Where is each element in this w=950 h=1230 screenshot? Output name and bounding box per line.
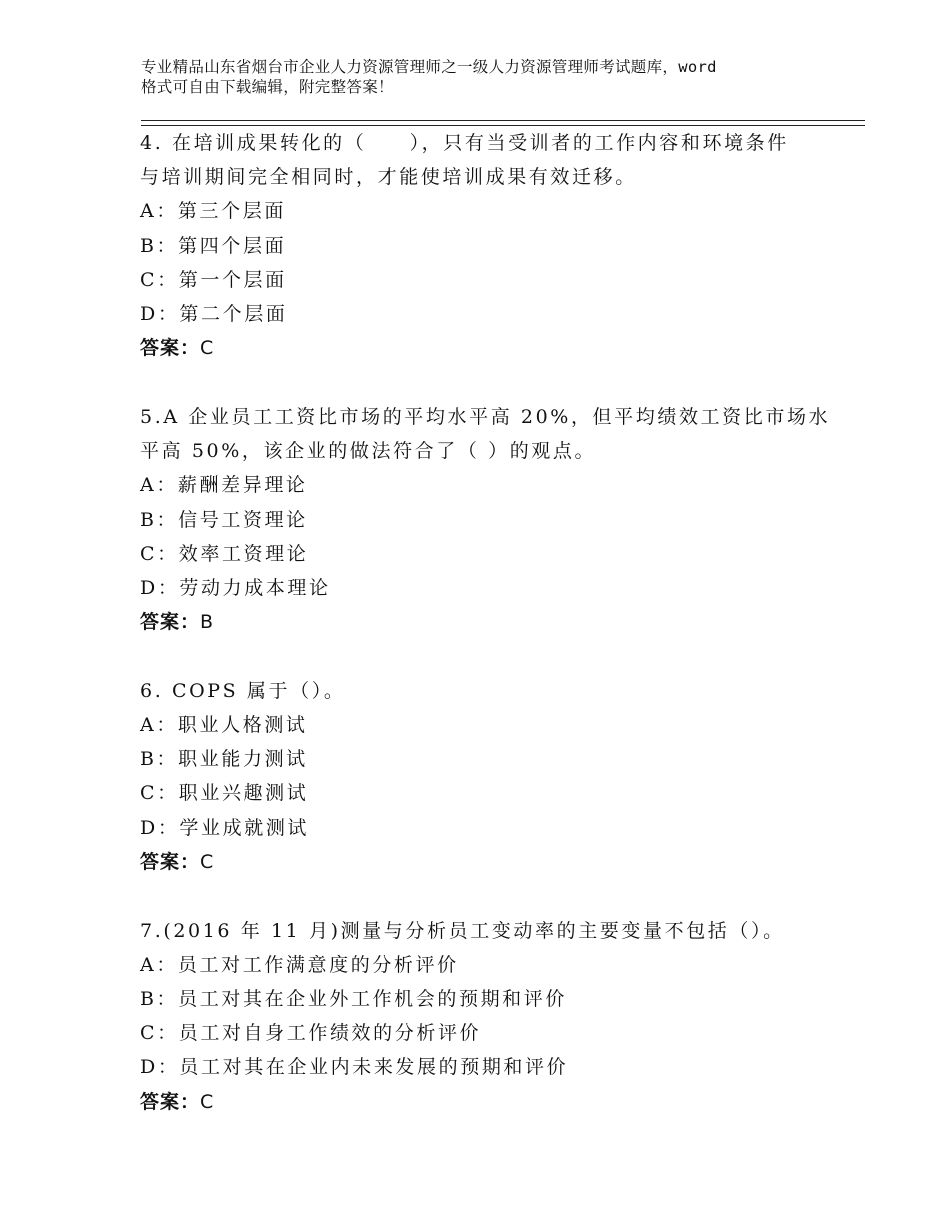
- option-b: B：职业能力测试: [140, 748, 308, 771]
- question-stem-line: 与培训期间完全相同时，才能使培训成果有效迁移。: [140, 166, 637, 189]
- option-a: A：第三个层面: [140, 200, 286, 223]
- answer-value: C: [200, 1090, 215, 1113]
- answer-value: C: [200, 337, 215, 360]
- question-4: [140, 126, 840, 365]
- answer-line: [140, 1085, 840, 1119]
- spacer: [140, 879, 840, 914]
- answer-line: [140, 331, 840, 365]
- question-7: [140, 914, 840, 1119]
- spacer: [140, 365, 840, 400]
- answer-label: 答案：: [140, 337, 201, 360]
- option-c: C：职业兴趣测试: [140, 782, 309, 805]
- document-header: [141, 57, 821, 97]
- option-a: A：员工对工作满意度的分析评价: [140, 953, 459, 976]
- question-6: [140, 674, 840, 879]
- question-stem-line: 4. 在培训成果转化的（ ），只有当受训者的工作内容和环境条件: [140, 132, 789, 154]
- option-d: D：劳动力成本理论: [140, 576, 331, 599]
- option-b: B：员工对其在企业外工作机会的预期和评价: [140, 987, 567, 1010]
- header-divider-thick: [141, 120, 865, 121]
- question-5: [140, 400, 840, 639]
- option-d: D：学业成就测试: [140, 816, 310, 839]
- answer-value: C: [200, 850, 215, 873]
- question-list: [140, 126, 840, 1119]
- option-b: B：第四个层面: [140, 234, 287, 257]
- answer-label: 答案：: [140, 850, 201, 873]
- option-c: C：员工对自身工作绩效的分析评价: [140, 1022, 482, 1045]
- header-line-1: 专业精品山东省烟台市企业人力资源管理师之一级人力资源管理师考试题库，word: [141, 58, 717, 76]
- option-b: B：信号工资理论: [140, 508, 308, 531]
- question-stem-line: 平高 50%，该企业的做法符合了（ ）的观点。: [140, 440, 597, 463]
- option-a: A：薪酬差异理论: [140, 474, 308, 497]
- spacer: [140, 639, 840, 674]
- question-stem-line: 6. COPS 属于（）。: [140, 679, 346, 702]
- answer-value: B: [200, 611, 215, 634]
- option-a: A：职业人格测试: [140, 714, 308, 737]
- question-stem-line: 5.A 企业员工工资比市场的平均水平高 20%，但平均绩效工资比市场水: [140, 405, 831, 428]
- option-c: C：效率工资理论: [140, 542, 309, 565]
- option-d: D：第二个层面: [140, 303, 288, 326]
- answer-line: [140, 605, 840, 639]
- option-c: C：第一个层面: [140, 268, 287, 291]
- answer-line: [140, 845, 840, 879]
- header-line-2: 格式可自由下载编辑，附完整答案！: [141, 78, 394, 96]
- option-d: D：员工对其在企业内未来发展的预期和评价: [140, 1056, 569, 1079]
- answer-label: 答案：: [140, 611, 201, 634]
- answer-label: 答案：: [140, 1090, 201, 1113]
- question-stem-line: 7.(2016 年 11 月)测量与分析员工变动率的主要变量不包括（）。: [140, 919, 785, 942]
